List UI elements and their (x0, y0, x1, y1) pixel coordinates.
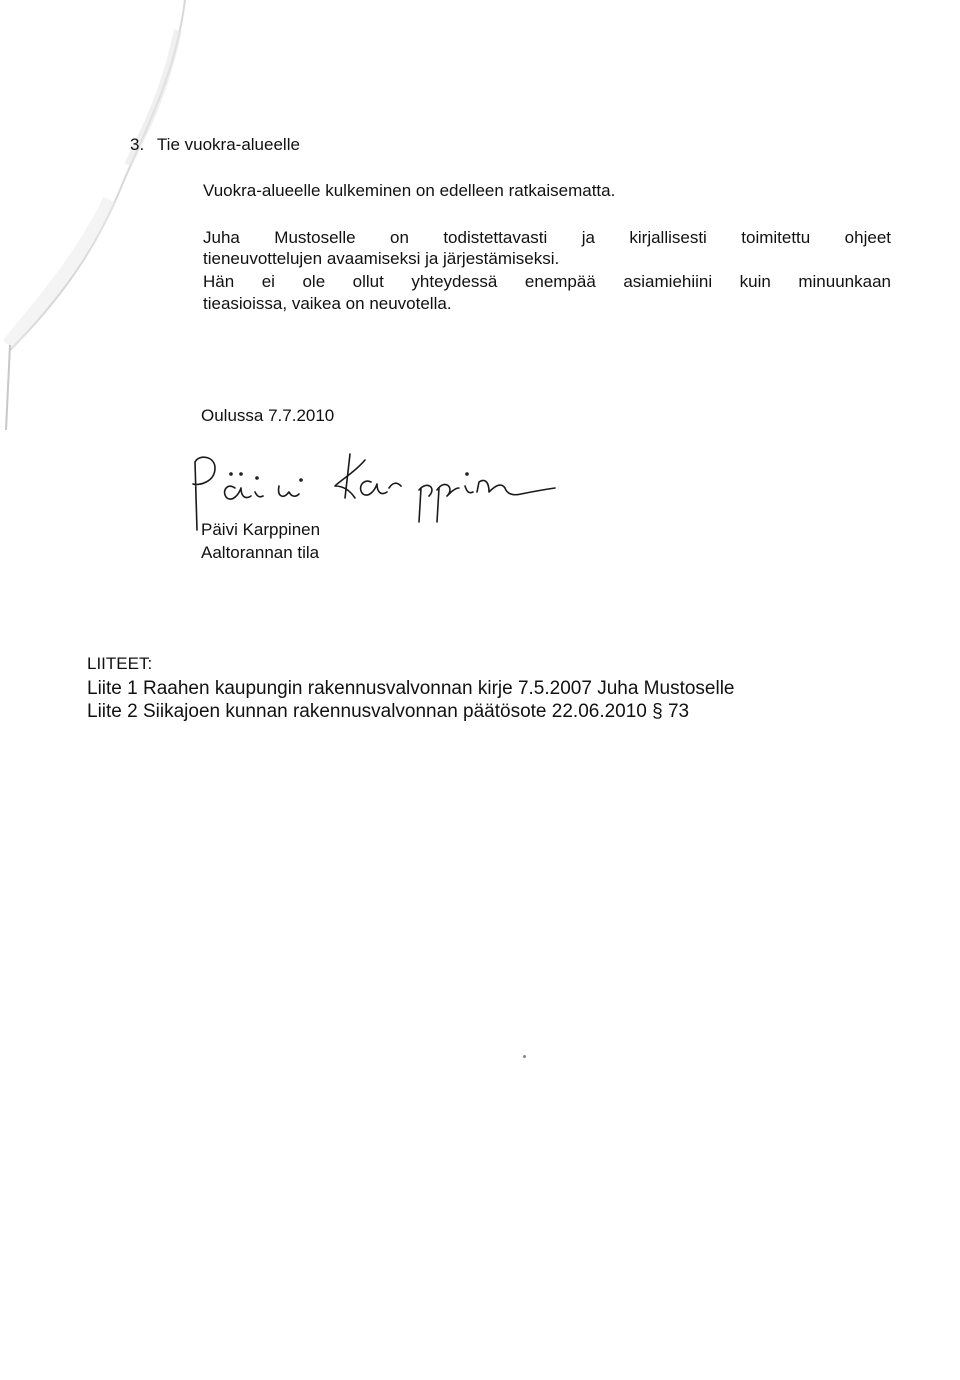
scan-edge-artifact (0, 0, 200, 460)
scan-speck (523, 1055, 526, 1058)
paragraph-2-line-1: Juha Mustoselle on todistettavasti ja kirjallisesti toimitettu ohjeet (203, 228, 891, 247)
attachments-heading: LIITEET: (87, 654, 153, 673)
paragraph-2-line-2: tieneuvottelujen avaamiseksi ja järjestämiseksi. (203, 249, 560, 268)
section-number: 3. (130, 135, 145, 154)
place-date: Oulussa 7.7.2010 (201, 406, 335, 425)
section-title: Tie vuokra-alueelle (156, 135, 300, 154)
signer-estate: Aaltorannan tila (201, 543, 320, 562)
paragraph-3-line-2: tieasioissa, vaikea on neuvotella. (203, 294, 452, 313)
attachment-item-1: Liite 1 Raahen kaupungin rakennusvalvonnan kirje 7.5.2007 Juha Mustoselle (87, 678, 735, 699)
signer-name: Päivi Karppinen (201, 520, 321, 539)
attachment-item-2: Liite 2 Siikajoen kunnan rakennusvalvonnan päätösote 22.06.2010 § 73 (87, 701, 690, 722)
section-heading (130, 135, 300, 155)
paragraph-1: Vuokra-alueelle kulkeminen on edelleen ratkaisematta. (203, 181, 616, 200)
paragraph-3-line-1: Hän ei ole ollut yhteydessä enempää asiamiehiini kuin minuunkaan (203, 272, 891, 291)
